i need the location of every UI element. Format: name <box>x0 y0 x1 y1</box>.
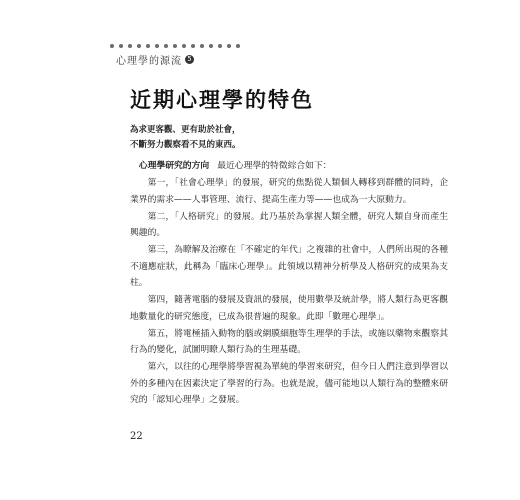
epigraph <box>130 123 241 153</box>
body-text <box>130 158 448 409</box>
paragraph: 第六，以往的心理學將學習視為單純的學習來研究，但今日人們注意到學習以外的多種內在因素決定了學習的行為。也就是說，儘可能地以人類行為的整體來研究的「認知心理學」之發展。 <box>130 362 448 405</box>
decorative-dots <box>110 44 290 49</box>
paragraph: 第四，隨著電腦的發展及資訊的發展，使用數學及統計學，將人類行為更客觀地數量化的研究態度，已成為很普遍的現象。此即「數理心理學」。 <box>130 295 448 322</box>
paragraph: 第五，將電極插入動物的腦或網膜細胞等生理學的手法，或施以藥物來觀察其行為的變化，試圖明瞭人類行為的生理基礎。 <box>130 328 448 355</box>
page-number: 22 <box>130 431 143 442</box>
paragraph: 第三，為瞭解及治療在「不確定的年代」之複雜的社會中，人們所出現的各種不適應症狀，此稱為「臨床心理學」。此領域以精神分析學及人格研究的成果為支柱。 <box>130 245 448 288</box>
section-lead: 心理學研究的方向 <box>138 161 210 171</box>
running-header <box>110 44 290 67</box>
epigraph-line: 不斷努力觀察看不見的東西。 <box>130 140 241 150</box>
chapter-number-badge: 5 <box>185 55 194 64</box>
epigraph-line: 為求更客觀、更有助於社會， <box>130 125 241 135</box>
paragraph: 第一，「社會心理學」的發展，研究的焦點從人類個人轉移到群體的同時，企業界的需求——人事管理、流行、提高生產力等——也成為一大原動力。 <box>130 178 448 205</box>
intro-paragraph <box>130 158 448 175</box>
paragraph: 第二，「人格研究」的發展。此乃基於為掌握人類全體，研究人類自身而產生興趣的。 <box>130 211 448 238</box>
running-header-title: 心理學的源流 <box>116 56 182 67</box>
intro-text: 最近心理學的特徵綜合如下： <box>217 161 332 171</box>
chapter-title: 近期心理學的特色 <box>130 88 314 112</box>
